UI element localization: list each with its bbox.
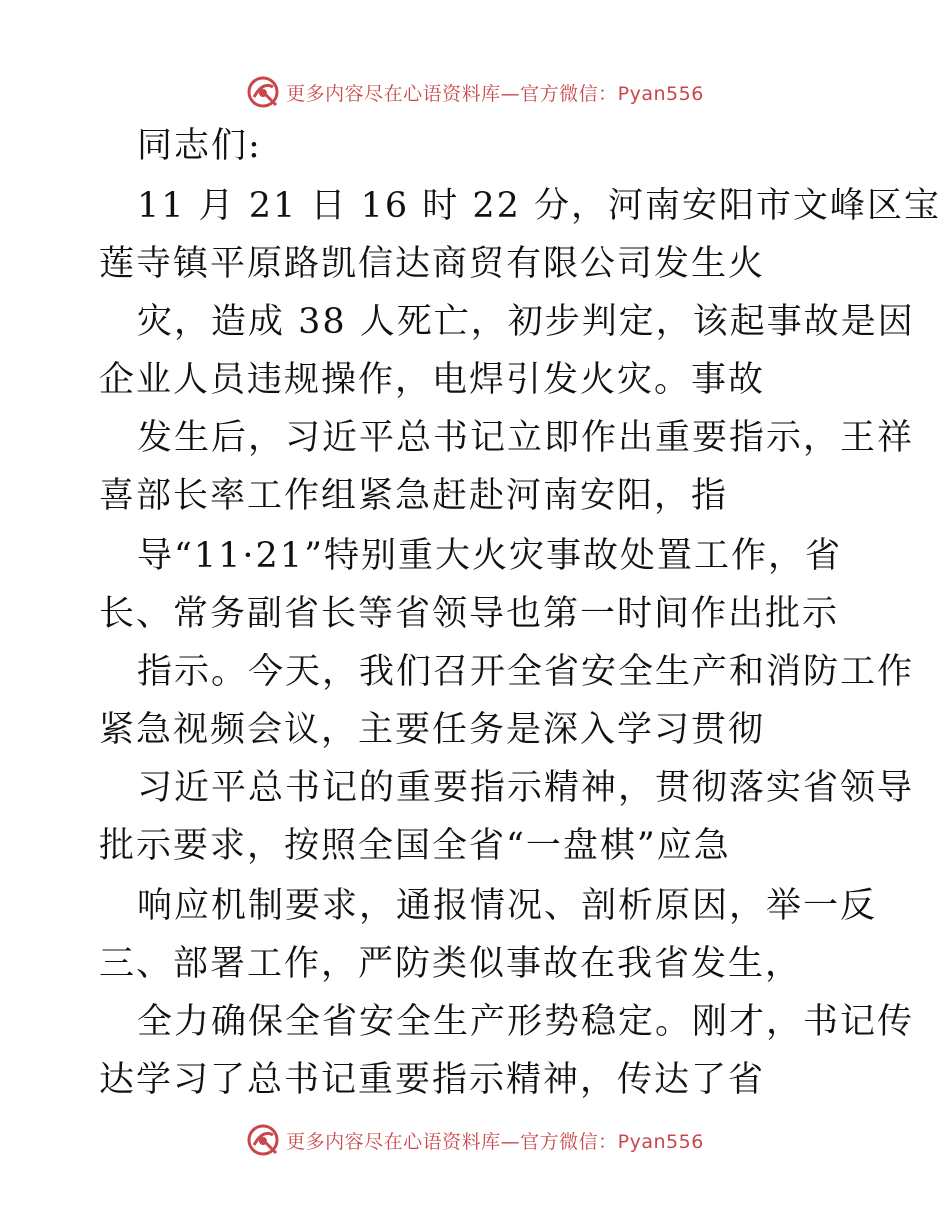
text-line: 发生后，习近平总书记立即作出重要指示，王祥 <box>137 418 915 458</box>
text-line: 达学习了总书记重要指示精神，传达了省 <box>99 1060 766 1100</box>
header-banner-text: 更多内容尽在心语资料库—官方微信：Pyan556 <box>286 82 704 105</box>
text-line: 响应机制要求，通报情况、剖析原因，举一反 <box>137 886 878 926</box>
text-line: 灾，造成 38 人死亡，初步判定，该起事故是因 <box>137 302 915 342</box>
brand-logo-icon <box>246 75 280 109</box>
text-line: 长、常务副省长等省领导也第一时间作出批示 <box>99 594 840 634</box>
brand-logo-icon <box>246 1123 280 1157</box>
text-line: 企业人员违规操作，电焊引发火灾。事故 <box>99 360 766 400</box>
footer-banner <box>0 1120 950 1160</box>
text-line: 三、部署工作，严防类似事故在我省发生， <box>99 944 803 984</box>
text-line: 紧急视频会议，主要任务是深入学习贯彻 <box>99 710 766 750</box>
text-line: 喜部长率工作组紧急赶赴河南安阳，指 <box>99 476 729 516</box>
text-line: 莲寺镇平原路凯信达商贸有限公司发生火 <box>99 244 766 284</box>
text-line: 导“11·21”特别重大火灾事故处置工作，省 <box>137 536 842 576</box>
text-line: 11 月 21 日 16 时 22 分，河南安阳市文峰区宝 <box>137 186 942 226</box>
text-line: 指示。今天，我们召开全省安全生产和消防工作 <box>137 652 915 692</box>
header-banner <box>0 72 950 112</box>
text-line: 批示要求，按照全国全省“一盘棋”应急 <box>99 826 731 866</box>
text-line: 习近平总书记的重要指示精神，贯彻落实省领导 <box>137 768 915 808</box>
text-line: 同志们: <box>137 126 262 166</box>
footer-banner-text: 更多内容尽在心语资料库—官方微信：Pyan556 <box>286 1130 704 1153</box>
text-line: 全力确保全省安全生产形势稳定。刚才，书记传 <box>137 1002 915 1042</box>
